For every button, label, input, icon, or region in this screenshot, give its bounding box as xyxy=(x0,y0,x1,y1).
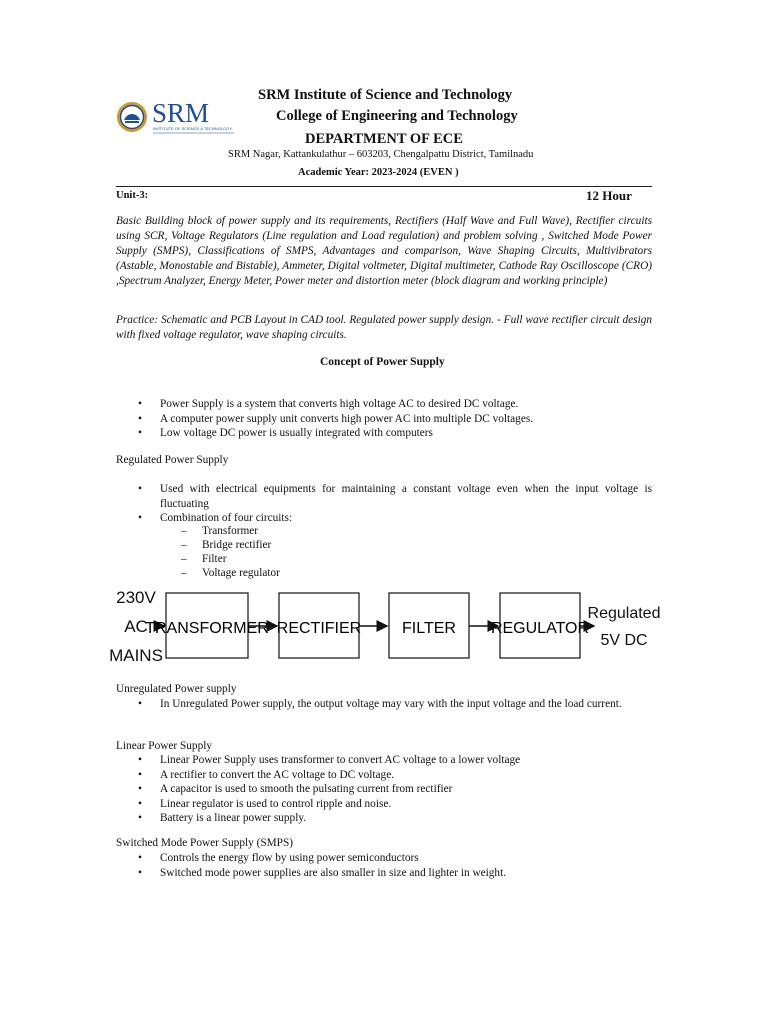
unregulated-title: Unregulated Power supply xyxy=(116,683,237,695)
concept-list xyxy=(136,397,652,441)
list-item: • Linear regulator is used to control ripple and noise. xyxy=(136,797,652,812)
power-supply-block-diagram xyxy=(109,584,661,674)
list-item: • A rectifier to convert the AC voltage to DC voltage. xyxy=(136,768,652,783)
list-item: • Power Supply is a system that converts high voltage AC to desired DC voltage. xyxy=(136,397,652,412)
practice-paragraph: Practice: Schematic and PCB Layout in CAD tool. Regulated power supply design. - Full wave rectifier circuit design with fixed voltage regulator, wave shaping circuits. xyxy=(116,314,652,341)
list-item: • Low voltage DC power is usually integrated with computers xyxy=(136,426,652,441)
linear-title: Linear Power Supply xyxy=(116,740,213,752)
list-item: • In Unregulated Power supply, the output voltage may vary with the input voltage and the load current. xyxy=(136,697,652,712)
regulated-list xyxy=(136,482,652,526)
output-label-line: 5V DC xyxy=(600,632,648,649)
concept-title: Concept of Power Supply xyxy=(320,356,445,368)
list-item: – Bridge rectifier xyxy=(181,538,280,552)
college-name: College of Engineering and Technology xyxy=(276,108,518,124)
input-label-line: 230V xyxy=(116,588,156,607)
srm-logo xyxy=(116,98,240,138)
output-label-line: Regulated xyxy=(587,605,661,622)
block-transformer: TRANSFORMER xyxy=(145,620,269,637)
list-item: – Filter xyxy=(181,552,280,566)
block-rectifier: RECTIFIER xyxy=(276,620,362,637)
input-label-line: MAINS xyxy=(109,646,163,665)
list-item: – Voltage regulator xyxy=(181,566,280,580)
list-item: • A computer power supply unit converts high power AC into multiple DC voltages. xyxy=(136,412,652,427)
list-item: • Controls the energy flow by using power semiconductors xyxy=(136,851,652,866)
list-item: • Linear Power Supply uses transformer to convert AC voltage to a lower voltage xyxy=(136,753,652,768)
list-item: • Used with electrical equipments for maintaining a constant voltage even when the input voltage is fluctuating xyxy=(136,482,652,511)
unregulated-list xyxy=(136,697,652,712)
logo-subtitle: INSTITUTE OF SCIENCE & TECHNOLOGY xyxy=(153,126,233,131)
logo-text: SRM xyxy=(152,98,210,128)
list-item: • Battery is a linear power supply. xyxy=(136,811,652,826)
department-name: DEPARTMENT OF ECE xyxy=(305,131,463,147)
address: SRM Nagar, Kattankulathur – 603203, Chengalpattu District, Tamilnadu xyxy=(228,149,534,160)
regulated-title: Regulated Power Supply xyxy=(116,454,229,466)
institute-name: SRM Institute of Science and Technology xyxy=(258,87,513,103)
block-filter: FILTER xyxy=(402,620,456,637)
smps-title: Switched Mode Power Supply (SMPS) xyxy=(116,837,293,849)
smps-list xyxy=(136,851,652,880)
block-regulator: REGULATOR xyxy=(490,620,590,637)
list-item: – Transformer xyxy=(181,524,280,538)
list-item: • Combination of four circuits: xyxy=(136,511,652,526)
linear-list xyxy=(136,753,652,826)
header-divider xyxy=(116,186,652,187)
list-item: • A capacitor is used to smooth the pulsating current from rectifier xyxy=(136,782,652,797)
unit-hours: 12 Hour xyxy=(586,188,632,203)
unit-label: Unit-3: xyxy=(116,190,149,201)
regulated-sublist xyxy=(181,524,280,580)
academic-year: Academic Year: 2023-2024 (EVEN ) xyxy=(298,167,459,178)
input-label-line: AC xyxy=(124,617,148,636)
syllabus-paragraph: Basic Building block of power supply and its requirements, Rectifiers (Half Wave and Full Wave), Rectifier circuits using SCR, Voltage Regulators (Line regulation and Load regulation) and problem solving , Switched Mode Power Supply (SMPS), Classifications of SMPS, Advantages and comparison, Wave Shaping Circuits, Multivibrators (Astable, Monostable and Bistable), Ammeter, Digital voltmeter, Digital multimeter, Cathode Ray Oscilloscope (CRO) ,Spectrum Analyzer, Energy Meter, Power meter and distortion meter (block diagram and working principle) xyxy=(116,215,652,287)
list-item: • Switched mode power supplies are also smaller in size and lighter in weight. xyxy=(136,866,652,881)
